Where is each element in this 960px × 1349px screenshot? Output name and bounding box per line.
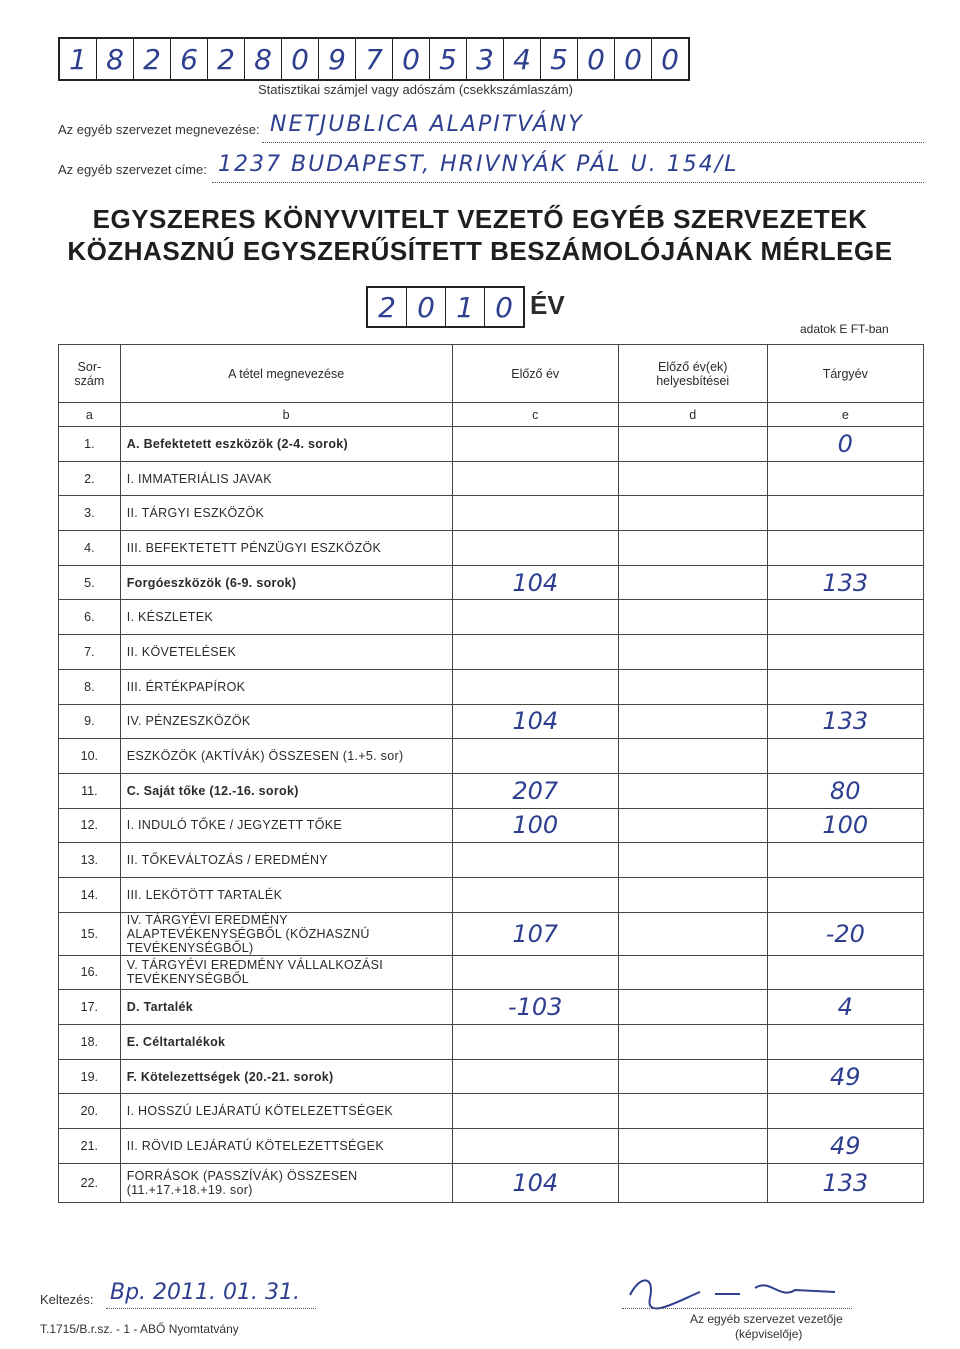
item-name: Forgóeszközök (6-9. sorok) [120, 565, 452, 600]
item-name: III. LEKÖTÖTT TARTALÉK [120, 877, 452, 912]
item-name: I. HOSSZÚ LEJÁRATÚ KÖTELEZETTSÉGEK [120, 1094, 452, 1129]
table-row [59, 427, 924, 462]
header-previous-year: Előző év [452, 345, 618, 403]
letter-e: e [767, 403, 923, 427]
tax-digit-box[interactable]: 8 [97, 39, 134, 79]
year-digit-box[interactable]: 0 [495, 290, 513, 324]
year-digit-box[interactable]: 0 [407, 288, 446, 326]
current-year-value[interactable] [767, 600, 923, 635]
correction-value[interactable] [618, 1094, 767, 1129]
current-year-value[interactable] [767, 669, 923, 704]
tax-number-boxes [58, 37, 690, 81]
tax-digit-box[interactable]: 5 [430, 39, 467, 79]
current-year-value[interactable]: -20 [767, 912, 923, 955]
item-name: III. BEFEKTETETT PÉNZÜGYI ESZKÖZÖK [120, 531, 452, 566]
current-year-value[interactable] [767, 635, 923, 670]
current-year-value[interactable] [767, 496, 923, 531]
signer-caption-2: (képviselője) [735, 1327, 803, 1341]
item-name: I. KÉSZLETEK [120, 600, 452, 635]
item-name: III. ÉRTÉKPAPÍROK [120, 669, 452, 704]
table-row [59, 877, 924, 912]
table-row [59, 1094, 924, 1129]
current-year-value[interactable]: 80 [767, 773, 923, 808]
item-name: II. RÖVID LEJÁRATÚ KÖTELEZETTSÉGEK [120, 1129, 452, 1164]
current-year-value[interactable]: 49 [767, 1129, 923, 1164]
date-value[interactable]: Bp. 2011. 01. 31. [110, 1280, 300, 1305]
correction-value[interactable] [618, 1163, 767, 1202]
row-number: 19. [59, 1059, 121, 1094]
tax-digit-box[interactable]: 7 [356, 39, 393, 79]
current-year-value[interactable] [767, 1094, 923, 1129]
item-name: II. KÖVETELÉSEK [120, 635, 452, 670]
tax-digit-box[interactable]: 0 [578, 39, 615, 79]
previous-year-value[interactable]: -103 [452, 990, 618, 1025]
current-year-value[interactable]: 100 [767, 808, 923, 843]
page-title-line-2: KÖZHASZNÚ EGYSZERŰSÍTETT BESZÁMOLÓJÁNAK MÉRLEGE [67, 236, 893, 266]
current-year-value[interactable] [767, 955, 923, 990]
previous-year-value[interactable] [452, 427, 618, 462]
unit-note: adatok E FT-ban [800, 322, 889, 336]
correction-value[interactable] [618, 1025, 767, 1060]
previous-year-value[interactable]: 107 [452, 912, 618, 955]
correction-value[interactable] [618, 1059, 767, 1094]
previous-year-value[interactable] [452, 1094, 618, 1129]
item-name: II. TÁRGYI ESZKÖZÖK [120, 496, 452, 531]
correction-value[interactable] [618, 843, 767, 878]
current-year-value[interactable]: 49 [767, 1059, 923, 1094]
row-number: 10. [59, 739, 121, 774]
year-digit-box[interactable]: 1 [446, 288, 485, 326]
item-name: IV. TÁRGYÉVI EREDMÉNY ALAPTEVÉKENYSÉGBŐL (KÖZHASZNÚ TEVÉKENYSÉGBŐL) [120, 912, 452, 955]
row-number: 9. [59, 704, 121, 739]
year-suffix: ÉV [530, 290, 565, 320]
table-row [59, 1059, 924, 1094]
previous-year-value[interactable]: 100 [452, 808, 618, 843]
previous-year-value[interactable] [452, 1059, 618, 1094]
item-name: II. TŐKEVÁLTOZÁS / EREDMÉNY [120, 843, 452, 878]
previous-year-value[interactable] [452, 843, 618, 878]
tax-digit-box[interactable]: 2 [134, 39, 171, 79]
header-item-name: A tétel megnevezése [120, 345, 452, 403]
table-row [59, 1129, 924, 1164]
row-number: 4. [59, 531, 121, 566]
current-year-value[interactable]: 0 [767, 427, 923, 462]
year-digit-box[interactable]: 2 [368, 288, 407, 326]
header-corrections: Előző év(ek) helyesbítései [618, 345, 767, 403]
date-line [106, 1308, 316, 1309]
previous-year-value[interactable] [452, 461, 618, 496]
row-number: 1. [59, 427, 121, 462]
row-number: 18. [59, 1025, 121, 1060]
previous-year-value[interactable] [452, 669, 618, 704]
current-year-value[interactable] [767, 1025, 923, 1060]
item-name: F. Kötelezettségek (20.-21. sorok) [120, 1059, 452, 1094]
row-number: 12. [59, 808, 121, 843]
signer-caption-1: Az egyéb szervezet vezetője [690, 1312, 843, 1326]
letter-b: b [120, 403, 452, 427]
correction-value[interactable] [618, 531, 767, 566]
item-name: I. IMMATERIÁLIS JAVAK [120, 461, 452, 496]
org-name-line [262, 142, 924, 143]
tax-digit-box[interactable]: 0 [282, 39, 319, 79]
signature-icon [620, 1270, 860, 1310]
correction-value[interactable] [618, 669, 767, 704]
tax-digit-box[interactable]: 9 [319, 39, 356, 79]
item-name: A. Befektetett eszközök (2-4. sorok) [120, 427, 452, 462]
table-row [59, 773, 924, 808]
item-name: FORRÁSOK (PASSZÍVÁK) ÖSSZESEN (11.+17.+18.+19. sor) [120, 1163, 452, 1202]
table-row [59, 843, 924, 878]
table-row [59, 635, 924, 670]
row-number: 3. [59, 496, 121, 531]
current-year-value[interactable]: 133 [767, 565, 923, 600]
row-number: 20. [59, 1094, 121, 1129]
current-year-value[interactable] [767, 461, 923, 496]
org-name-label: Az egyéb szervezet megnevezése: [58, 122, 260, 137]
table-row [59, 990, 924, 1025]
row-number: 6. [59, 600, 121, 635]
correction-value[interactable] [618, 739, 767, 774]
header-current-year: Tárgyév [767, 345, 923, 403]
correction-value[interactable] [618, 912, 767, 955]
form-id: T.1715/B.r.sz. - 1 - ABŐ Nyomtatvány [40, 1322, 239, 1336]
table-row [59, 1163, 924, 1202]
org-address-line [212, 182, 924, 183]
correction-value[interactable] [618, 773, 767, 808]
previous-year-value[interactable]: 207 [452, 773, 618, 808]
item-name: C. Saját tőke (12.-16. sorok) [120, 773, 452, 808]
correction-value[interactable] [618, 808, 767, 843]
row-number: 16. [59, 955, 121, 990]
current-year-value[interactable]: 133 [767, 1163, 923, 1202]
table-row [59, 739, 924, 774]
tax-digit-box[interactable]: 0 [393, 39, 430, 79]
row-number: 21. [59, 1129, 121, 1164]
correction-value[interactable] [618, 565, 767, 600]
year-boxes [366, 286, 525, 328]
signature-line [622, 1308, 852, 1309]
page-title-line-1: EGYSZERES KÖNYVVITELT VEZETŐ EGYÉB SZERVEZETEK [92, 204, 868, 234]
table-row [59, 496, 924, 531]
table-row [59, 955, 924, 990]
item-name: E. Céltartalékok [120, 1025, 452, 1060]
previous-year-value[interactable]: 104 [452, 565, 618, 600]
current-year-value[interactable] [767, 531, 923, 566]
tax-number-caption: Statisztikai számjel vagy adószám (csekkszámlaszám) [258, 82, 573, 97]
tax-digit-box[interactable]: 0 [615, 39, 652, 79]
table-row [59, 704, 924, 739]
balance-sheet-table [58, 344, 924, 1203]
table-row [59, 1025, 924, 1060]
previous-year-value[interactable] [452, 955, 618, 990]
correction-value[interactable] [618, 461, 767, 496]
current-year-value[interactable] [767, 739, 923, 774]
previous-year-value[interactable] [452, 531, 618, 566]
tax-digit-box[interactable]: 3 [467, 39, 504, 79]
letter-a: a [59, 403, 121, 427]
tax-digit-box[interactable]: 0 [661, 42, 679, 76]
previous-year-value[interactable] [452, 1129, 618, 1164]
item-name: I. INDULÓ TŐKE / JEGYZETT TŐKE [120, 808, 452, 843]
org-name-value[interactable]: NETJUBLICA ALAPITVÁNY [270, 112, 584, 137]
current-year-value[interactable] [767, 843, 923, 878]
header-row-number: Sor-szám [59, 345, 121, 403]
tax-digit-box[interactable]: 5 [541, 39, 578, 79]
date-label: Keltezés: [40, 1292, 94, 1307]
correction-value[interactable] [618, 496, 767, 531]
tax-digit-box[interactable]: 6 [171, 39, 208, 79]
row-number: 14. [59, 877, 121, 912]
previous-year-value[interactable]: 104 [452, 1163, 618, 1202]
correction-value[interactable] [618, 877, 767, 912]
tax-digit-box[interactable]: 2 [208, 39, 245, 79]
row-number: 8. [59, 669, 121, 704]
previous-year-value[interactable] [452, 635, 618, 670]
item-name: IV. PÉNZESZKÖZÖK [120, 704, 452, 739]
previous-year-value[interactable] [452, 496, 618, 531]
letter-c: c [452, 403, 618, 427]
correction-value[interactable] [618, 990, 767, 1025]
previous-year-value[interactable] [452, 739, 618, 774]
table-row [59, 461, 924, 496]
table-row [59, 531, 924, 566]
table-row [59, 912, 924, 955]
org-address-value[interactable]: 1237 BUDAPEST, HRIVNYÁK PÁL U. 154/L [218, 152, 739, 177]
tax-digit-box[interactable]: 1 [60, 39, 97, 79]
correction-value[interactable] [618, 704, 767, 739]
row-number: 11. [59, 773, 121, 808]
correction-value[interactable] [618, 635, 767, 670]
previous-year-value[interactable]: 104 [452, 704, 618, 739]
row-number: 2. [59, 461, 121, 496]
previous-year-value[interactable] [452, 600, 618, 635]
table-row [59, 808, 924, 843]
table-row [59, 565, 924, 600]
item-name: ESZKÖZÖK (AKTÍVÁK) ÖSSZESEN (1.+5. sor) [120, 739, 452, 774]
row-number: 22. [59, 1163, 121, 1202]
row-number: 13. [59, 843, 121, 878]
current-year-value[interactable]: 4 [767, 990, 923, 1025]
item-name: V. TÁRGYÉVI EREDMÉNY VÁLLALKOZÁSI TEVÉKENYSÉGBŐL [120, 955, 452, 990]
previous-year-value[interactable] [452, 1025, 618, 1060]
current-year-value[interactable] [767, 877, 923, 912]
table-row [59, 669, 924, 704]
row-number: 17. [59, 990, 121, 1025]
correction-value[interactable] [618, 427, 767, 462]
table-row [59, 600, 924, 635]
item-name: D. Tartalék [120, 990, 452, 1025]
tax-digit-box[interactable]: 8 [245, 39, 282, 79]
correction-value[interactable] [618, 955, 767, 990]
row-number: 7. [59, 635, 121, 670]
current-year-value[interactable]: 133 [767, 704, 923, 739]
org-address-label: Az egyéb szervezet címe: [58, 162, 207, 177]
row-number: 5. [59, 565, 121, 600]
correction-value[interactable] [618, 1129, 767, 1164]
correction-value[interactable] [618, 600, 767, 635]
letter-d: d [618, 403, 767, 427]
previous-year-value[interactable] [452, 877, 618, 912]
row-number: 15. [59, 912, 121, 955]
tax-digit-box[interactable]: 4 [504, 39, 541, 79]
